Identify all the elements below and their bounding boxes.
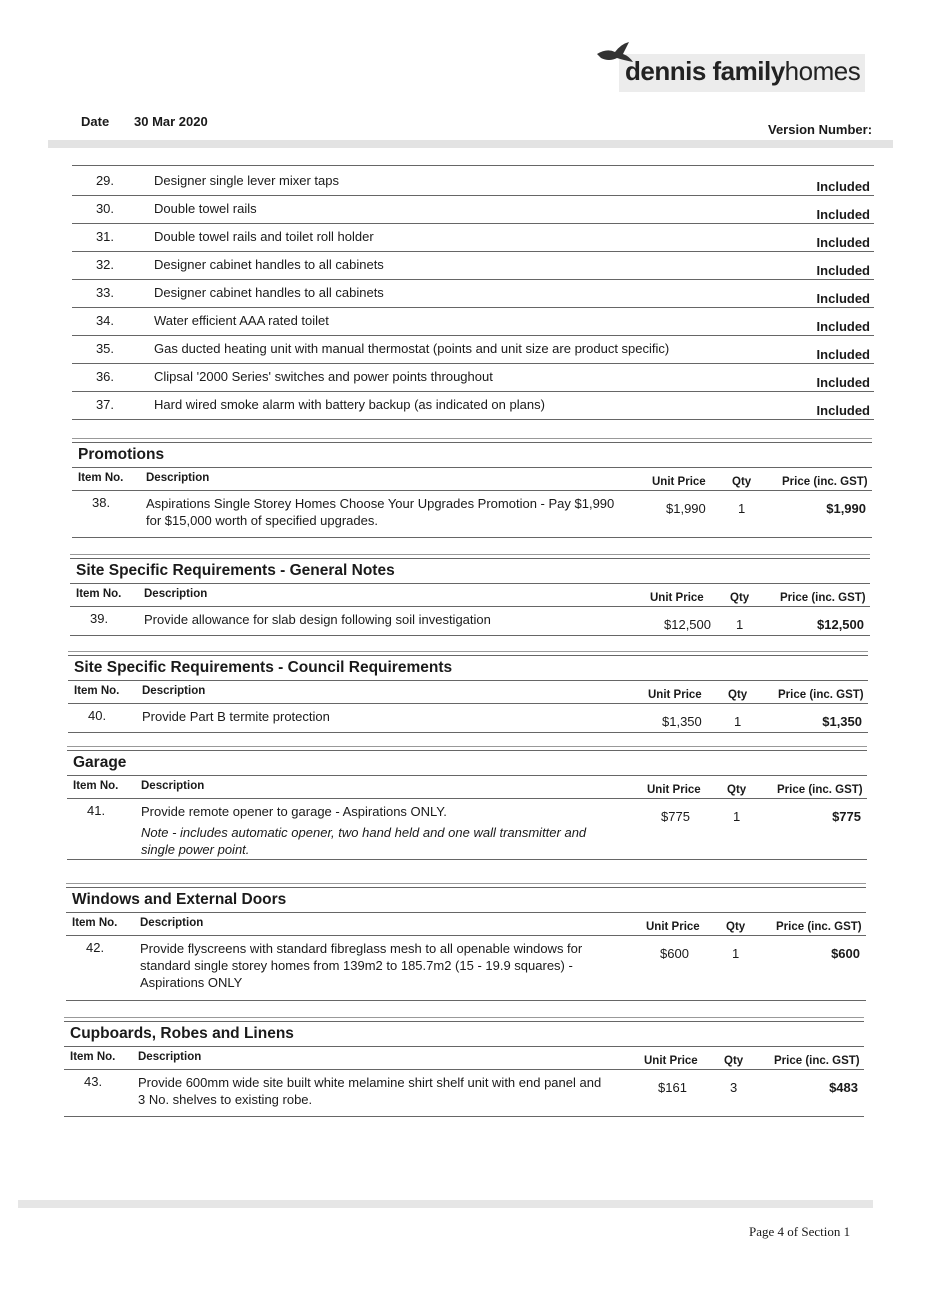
version-label: Version Number: — [768, 122, 873, 137]
item-status: Included — [816, 319, 870, 334]
item-status: Included — [816, 207, 870, 222]
table-row — [72, 195, 874, 224]
table-row — [72, 335, 874, 364]
column-price: Price (inc. GST) — [777, 784, 863, 796]
section-title: Site Specific Requirements - Council Requirements — [68, 655, 868, 680]
item-description: Provide allowance for slab design following soil investigation — [144, 612, 491, 627]
brand-name: dennis familyhomes — [625, 56, 861, 86]
table-row — [72, 307, 874, 336]
item-number: 35. — [95, 341, 115, 356]
unit-price: $1,990 — [666, 501, 706, 516]
column-description: Description — [138, 1051, 202, 1063]
item-status: Included — [816, 375, 870, 390]
table-row — [66, 936, 866, 1001]
unit-price: $161 — [658, 1080, 687, 1095]
date-label: Date — [81, 114, 110, 129]
item-description: Water efficient AAA rated toilet — [154, 313, 329, 328]
column-price: Price (inc. GST) — [782, 476, 868, 488]
table-row — [70, 607, 870, 636]
column-unit-price: Unit Price — [647, 784, 701, 796]
unit-price: $12,500 — [664, 617, 711, 632]
table-header — [70, 583, 870, 607]
item-number: 34. — [95, 313, 115, 328]
table-header — [66, 912, 866, 936]
table-row — [72, 363, 874, 392]
column-unit-price: Unit Price — [644, 1055, 698, 1067]
date-value: 30 Mar 2020 — [134, 114, 208, 129]
item-number: 36. — [95, 369, 115, 384]
table-row — [72, 251, 874, 280]
section-block — [70, 558, 870, 636]
table-row — [67, 799, 867, 860]
footer-divider — [18, 1200, 873, 1208]
item-description: Hard wired smoke alarm with battery backup (as indicated on plans) — [154, 397, 545, 412]
item-description-block — [146, 495, 616, 529]
column-qty: Qty — [732, 476, 752, 488]
unit-price: $1,350 — [662, 714, 702, 729]
section-block — [68, 655, 868, 733]
total-price: $483 — [829, 1080, 858, 1095]
section-block — [72, 442, 872, 538]
column-qty: Qty — [730, 592, 750, 604]
included-items-top-rule — [72, 165, 874, 166]
column-description: Description — [140, 917, 204, 929]
unit-price: $600 — [660, 946, 689, 961]
item-status: Included — [816, 403, 870, 418]
column-price: Price (inc. GST) — [780, 592, 866, 604]
section-title: Windows and External Doors — [66, 887, 866, 912]
item-description: Designer single lever mixer taps — [154, 173, 339, 188]
table-row — [72, 223, 874, 252]
item-status: Included — [816, 263, 870, 278]
header-divider — [48, 140, 893, 148]
column-qty: Qty — [727, 784, 747, 796]
item-number: 30. — [95, 201, 115, 216]
column-price: Price (inc. GST) — [778, 689, 864, 701]
item-number: 29. — [95, 173, 115, 188]
item-status: Included — [816, 291, 870, 306]
column-qty: Qty — [726, 921, 746, 933]
total-price: $775 — [832, 809, 861, 824]
item-status: Included — [816, 235, 870, 250]
column-item-no: Item No. — [74, 685, 120, 697]
column-price: Price (inc. GST) — [774, 1055, 860, 1067]
column-item-no: Item No. — [73, 780, 119, 792]
table-header — [72, 467, 872, 491]
quantity: 3 — [730, 1080, 738, 1095]
section-block — [67, 750, 867, 860]
section-title: Cupboards, Robes and Linens — [64, 1021, 864, 1046]
column-item-no: Item No. — [78, 472, 124, 484]
table-row — [72, 391, 874, 420]
item-description-block — [142, 708, 612, 725]
column-description: Description — [142, 685, 206, 697]
column-item-no: Item No. — [70, 1051, 116, 1063]
item-number: 31. — [95, 229, 115, 244]
column-description: Description — [146, 472, 210, 484]
item-description: Gas ducted heating unit with manual thermostat (points and unit size are product specific) — [154, 341, 670, 356]
table-header — [64, 1046, 864, 1070]
section-block — [64, 1021, 864, 1117]
table-row — [72, 279, 874, 308]
item-number: 39. — [90, 611, 109, 626]
item-number: 37. — [95, 397, 115, 412]
table-header — [68, 680, 868, 704]
item-description-block — [138, 1074, 608, 1108]
column-price: Price (inc. GST) — [776, 921, 862, 933]
column-item-no: Item No. — [72, 917, 118, 929]
total-price: $12,500 — [817, 617, 864, 632]
column-unit-price: Unit Price — [646, 921, 700, 933]
quantity: 1 — [732, 946, 740, 961]
item-description: Clipsal '2000 Series' switches and power points throughout — [154, 369, 493, 384]
item-description: Designer cabinet handles to all cabinets — [154, 257, 384, 272]
quantity: 1 — [734, 714, 742, 729]
item-number: 42. — [86, 940, 105, 955]
column-unit-price: Unit Price — [652, 476, 706, 488]
table-row — [68, 704, 868, 733]
item-description: Provide remote opener to garage - Aspirations ONLY. — [141, 804, 447, 819]
item-description: Provide flyscreens with standard fibreglass mesh to all openable windows for standard single storey homes from 139m2 to 185.7m2 (15 - 19.9 squares) - Aspirations ONLY — [140, 941, 583, 990]
column-qty: Qty — [728, 689, 748, 701]
column-unit-price: Unit Price — [648, 689, 702, 701]
quantity: 1 — [736, 617, 744, 632]
table-header — [67, 775, 867, 799]
table-row — [72, 167, 874, 196]
section-block — [66, 887, 866, 1001]
column-description: Description — [141, 780, 205, 792]
section-title: Garage — [67, 750, 867, 775]
column-unit-price: Unit Price — [650, 592, 704, 604]
brand-logo — [595, 40, 865, 92]
item-number: 38. — [92, 495, 111, 510]
total-price: $600 — [831, 946, 860, 961]
item-number: 41. — [87, 803, 106, 818]
item-status: Included — [816, 347, 870, 362]
item-number: 43. — [84, 1074, 103, 1089]
total-price: $1,990 — [826, 501, 866, 516]
item-status: Included — [816, 179, 870, 194]
item-description: Provide Part B termite protection — [142, 709, 330, 724]
item-number: 33. — [95, 285, 115, 300]
item-description: Provide 600mm wide site built white melamine shirt shelf unit with end panel and 3 No. shelves to existing robe. — [138, 1075, 602, 1107]
page-number: Page 4 of Section 1 — [749, 1224, 851, 1239]
section-title: Site Specific Requirements - General Notes — [70, 558, 870, 583]
table-row — [72, 491, 872, 538]
quantity: 1 — [733, 809, 741, 824]
item-description: Double towel rails and toilet roll holder — [154, 229, 374, 244]
column-description: Description — [144, 588, 208, 600]
item-note: Note - includes automatic opener, two hand held and one wall transmitter and single power point. — [141, 825, 587, 857]
table-row — [64, 1070, 864, 1117]
item-description-block — [140, 940, 610, 991]
quantity: 1 — [738, 501, 746, 516]
item-description-block — [144, 611, 614, 628]
item-description: Designer cabinet handles to all cabinets — [154, 285, 384, 300]
item-number: 40. — [88, 708, 107, 723]
total-price: $1,350 — [822, 714, 862, 729]
unit-price: $775 — [661, 809, 690, 824]
column-qty: Qty — [724, 1055, 744, 1067]
item-description-block — [141, 803, 611, 858]
item-description: Aspirations Single Storey Homes Choose Your Upgrades Promotion - Pay $1,990 for $15,000 worth of specified upgrades. — [146, 496, 615, 528]
section-title: Promotions — [72, 442, 872, 467]
column-item-no: Item No. — [76, 588, 122, 600]
item-number: 32. — [95, 257, 115, 272]
item-description: Double towel rails — [154, 201, 257, 216]
